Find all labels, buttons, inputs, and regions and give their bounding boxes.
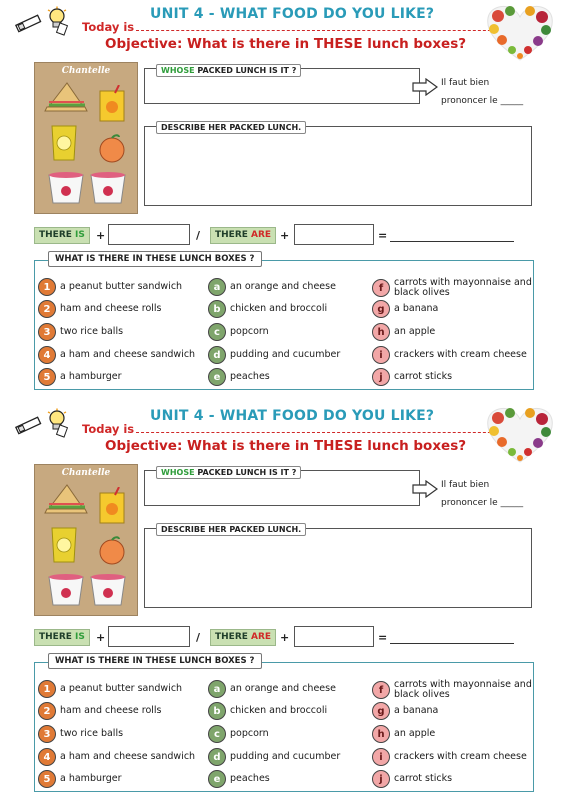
item-text: pudding and cucumber xyxy=(230,349,341,360)
item-text: an apple xyxy=(394,728,436,739)
page-title: UNIT 4 - WHAT FOOD DO YOU LIKE? xyxy=(150,408,435,424)
today-field[interactable] xyxy=(82,20,506,34)
plus-sign: + xyxy=(96,229,106,242)
bulb-icon xyxy=(46,6,68,36)
item-key-badge: 4 xyxy=(38,748,56,766)
number-item xyxy=(38,323,123,341)
item-text: carrots with mayonnaise and black olives xyxy=(394,679,532,700)
item-key-badge: 4 xyxy=(38,346,56,364)
item-text: a hamburger xyxy=(60,371,122,382)
card-name: Chantelle xyxy=(61,468,111,478)
item-text: peaches xyxy=(230,773,270,784)
item-text: chicken and broccoli xyxy=(230,705,328,716)
letter-item xyxy=(208,770,270,788)
letter-item xyxy=(372,680,534,700)
heart-vegetables-icon xyxy=(484,2,556,64)
peach-icon xyxy=(97,535,127,565)
letter-item xyxy=(208,702,327,720)
item-key-badge: j xyxy=(372,368,390,386)
item-text: a hamburger xyxy=(60,773,122,784)
item-key-badge: 1 xyxy=(38,680,56,698)
item-key-badge: b xyxy=(208,300,226,318)
item-key-badge: g xyxy=(372,300,390,318)
juice-box-icon xyxy=(97,85,127,123)
yogurt-icon xyxy=(45,169,129,207)
plus-sign: + xyxy=(280,229,290,242)
letter-item xyxy=(372,748,534,766)
slash-sign: / xyxy=(196,631,201,644)
sandwich-icon xyxy=(43,79,89,115)
letter-item xyxy=(208,346,340,364)
item-text: crackers with cream cheese xyxy=(394,751,527,762)
item-text: carrot sticks xyxy=(394,371,453,382)
today-field[interactable] xyxy=(82,422,506,436)
describe-lunch-label: DESCRIBE HER PACKED LUNCH. xyxy=(156,523,306,536)
plus-sign: + xyxy=(96,631,106,644)
letter-item xyxy=(372,368,534,386)
today-label: Today is xyxy=(82,20,135,34)
letter-item xyxy=(208,323,269,341)
number-item xyxy=(38,680,182,698)
item-key-badge: b xyxy=(208,702,226,720)
food-list-title: WHAT IS THERE IN THESE LUNCH BOXES ? xyxy=(48,251,262,267)
item-key-badge: 5 xyxy=(38,368,56,386)
item-key-badge: j xyxy=(372,770,390,788)
bulb-icon xyxy=(46,408,68,438)
number-item xyxy=(38,748,195,766)
lunch-card xyxy=(34,62,138,214)
describe-lunch-answer-box[interactable] xyxy=(144,528,532,608)
number-item xyxy=(38,770,122,788)
item-key-badge: 3 xyxy=(38,725,56,743)
item-text: popcorn xyxy=(230,728,269,739)
item-key-badge: h xyxy=(372,725,390,743)
lunch-card xyxy=(34,464,138,616)
formula-answer-line[interactable] xyxy=(390,241,514,242)
item-text: carrot sticks xyxy=(394,773,453,784)
item-text: a ham and cheese sandwich xyxy=(60,751,196,762)
item-text: pudding and cucumber xyxy=(230,751,341,762)
item-key-badge: a xyxy=(208,680,226,698)
item-text: ham and cheese rolls xyxy=(60,705,162,716)
item-text: peaches xyxy=(230,371,270,382)
item-text: a peanut butter sandwich xyxy=(60,683,183,694)
letter-item xyxy=(372,323,534,341)
there-are-blank[interactable] xyxy=(294,626,374,647)
letter-item xyxy=(208,368,270,386)
item-text: an apple xyxy=(394,326,436,337)
today-label: Today is xyxy=(82,422,135,436)
pen-icon xyxy=(14,10,46,36)
number-item xyxy=(38,278,182,296)
number-item xyxy=(38,346,195,364)
item-key-badge: d xyxy=(208,748,226,766)
item-key-badge: g xyxy=(372,702,390,720)
item-key-badge: h xyxy=(372,323,390,341)
describe-lunch-label: DESCRIBE HER PACKED LUNCH. xyxy=(156,121,306,134)
whose-lunch-label: WHOSE PACKED LUNCH IS IT ? xyxy=(156,466,301,479)
food-list-title: WHAT IS THERE IN THESE LUNCH BOXES ? xyxy=(48,653,262,669)
number-item xyxy=(38,300,162,318)
page-title: UNIT 4 - WHAT FOOD DO YOU LIKE? xyxy=(150,6,435,22)
item-text: popcorn xyxy=(230,326,269,337)
letter-item xyxy=(372,702,534,720)
letter-item xyxy=(372,770,534,788)
yogurt-icon xyxy=(45,571,129,609)
item-key-badge: f xyxy=(372,279,390,297)
letter-item xyxy=(208,725,269,743)
equals-sign: = xyxy=(378,631,388,644)
item-key-badge: i xyxy=(372,346,390,364)
whose-lunch-label: WHOSE PACKED LUNCH IS IT ? xyxy=(156,64,301,77)
letter-item xyxy=(208,278,336,296)
there-are-tag: THERE ARE xyxy=(210,629,276,646)
heart-vegetables-icon xyxy=(484,404,556,466)
there-is-tag: THERE IS xyxy=(34,629,90,646)
item-text: ham and cheese rolls xyxy=(60,303,162,314)
item-text: a ham and cheese sandwich xyxy=(60,349,196,360)
item-key-badge: 3 xyxy=(38,323,56,341)
equals-sign: = xyxy=(378,229,388,242)
item-text: a banana xyxy=(394,303,439,314)
item-key-badge: 1 xyxy=(38,278,56,296)
letter-item xyxy=(208,300,327,318)
today-line xyxy=(136,21,506,31)
letter-item xyxy=(372,300,534,318)
item-key-badge: 5 xyxy=(38,770,56,788)
item-key-badge: e xyxy=(208,770,226,788)
there-is-tag: THERE IS xyxy=(34,227,90,244)
letter-item xyxy=(372,725,534,743)
sandwich-icon xyxy=(43,481,89,517)
item-key-badge: i xyxy=(372,748,390,766)
arrow-icon xyxy=(412,78,438,96)
there-is-blank[interactable] xyxy=(108,626,190,647)
item-text: two rice balls xyxy=(60,326,124,337)
juice-box-icon xyxy=(97,487,127,525)
pronunciation-note: Il faut bien prononcer le _____ xyxy=(441,480,524,508)
there-is-are-formula xyxy=(34,626,534,648)
there-are-tag: THERE ARE xyxy=(210,227,276,244)
arrow-icon xyxy=(412,480,438,498)
item-key-badge: c xyxy=(208,725,226,743)
there-is-are-formula xyxy=(34,224,534,246)
item-key-badge: 2 xyxy=(38,300,56,318)
chips-bag-icon xyxy=(49,123,79,163)
card-name: Chantelle xyxy=(61,66,111,76)
item-key-badge: 2 xyxy=(38,702,56,720)
objective-text: Objective: What is there in THESE lunch boxes? xyxy=(105,36,467,52)
item-text: an orange and cheese xyxy=(230,281,336,292)
number-item xyxy=(38,725,123,743)
item-text: an orange and cheese xyxy=(230,683,336,694)
letter-item xyxy=(372,346,534,364)
item-text: carrots with mayonnaise and black olives xyxy=(394,277,532,298)
item-text: a banana xyxy=(394,705,439,716)
item-text: crackers with cream cheese xyxy=(394,349,527,360)
worksheet-copy-2 xyxy=(0,402,566,800)
peach-icon xyxy=(97,133,127,163)
number-item xyxy=(38,368,122,386)
item-key-badge: a xyxy=(208,278,226,296)
item-text: two rice balls xyxy=(60,728,124,739)
letter-item xyxy=(208,748,340,766)
item-text: a peanut butter sandwich xyxy=(60,281,183,292)
plus-sign: + xyxy=(280,631,290,644)
pen-icon xyxy=(14,412,46,438)
item-key-badge: c xyxy=(208,323,226,341)
item-text: chicken and broccoli xyxy=(230,303,328,314)
there-is-blank[interactable] xyxy=(108,224,190,245)
describe-lunch-answer-box[interactable] xyxy=(144,126,532,206)
letter-item xyxy=(208,680,336,698)
formula-answer-line[interactable] xyxy=(390,643,514,644)
number-item xyxy=(38,702,162,720)
there-are-blank[interactable] xyxy=(294,224,374,245)
item-key-badge: f xyxy=(372,681,390,699)
slash-sign: / xyxy=(196,229,201,242)
pronunciation-note: Il faut bien prononcer le _____ xyxy=(441,78,524,106)
objective-text: Objective: What is there in THESE lunch boxes? xyxy=(105,438,467,454)
item-key-badge: d xyxy=(208,346,226,364)
letter-item xyxy=(372,278,534,298)
item-key-badge: e xyxy=(208,368,226,386)
today-line xyxy=(136,423,506,433)
chips-bag-icon xyxy=(49,525,79,565)
